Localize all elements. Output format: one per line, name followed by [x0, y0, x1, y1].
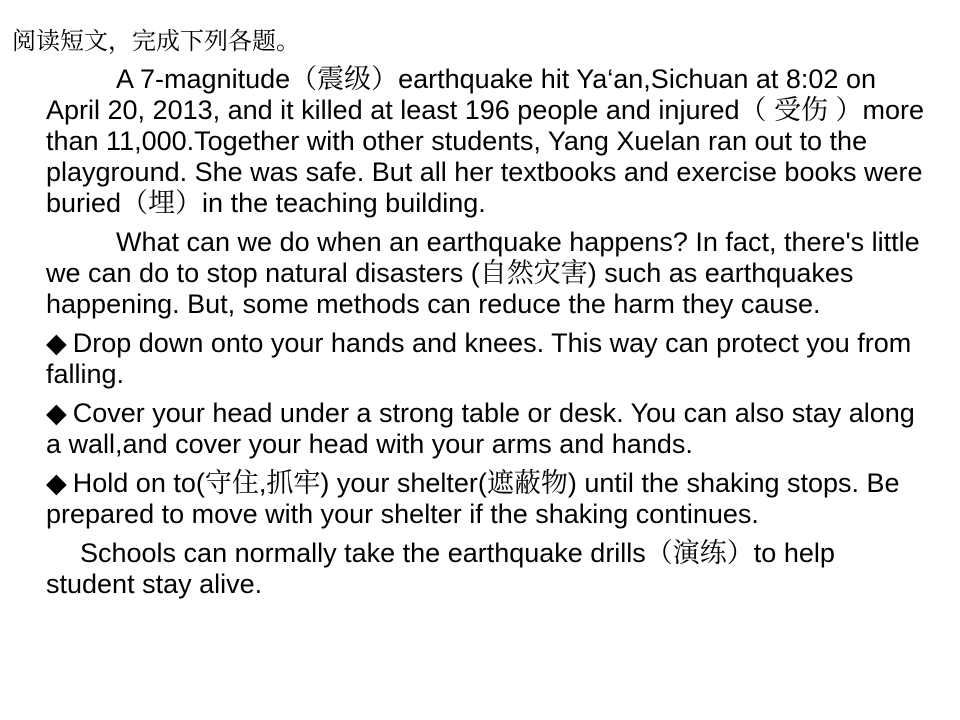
- diamond-bullet-icon: ◆: [46, 468, 67, 498]
- bullet-drop-down: [46, 328, 926, 390]
- bullet-text: Hold on to(守住,抓牢) your shelter(遮蔽物) until the shaking stops. Be prepared to move with your shelter if the shaking continues.: [46, 468, 900, 529]
- diamond-bullet-icon: ◆: [46, 328, 67, 358]
- paragraph-earthquake-report: A 7-magnitude（震级）earthquake hit Ya‘an,Sichuan at 8:02 on April 20, 2013, and it killed at least 196 people and injured（ 受伤 ）more than 11,000.Together with other students, Yang Xuelan ran out to the playground. She was safe. But all her textbooks and exercise books were buried（埋）in the teaching building.: [46, 64, 925, 218]
- paragraph-closing: Schools can normally take the earthquake drills（演练）to help student stay alive.: [46, 538, 835, 599]
- paragraph-what-can-we-do: What can we do when an earthquake happens? In fact, there's little we can do to stop natural disasters (自然灾害) such as earthquakes happening. But, some methods can reduce the harm they cause.: [46, 227, 920, 319]
- diamond-bullet-icon: ◆: [46, 398, 67, 428]
- bullet-text: Cover your head under a strong table or desk. You can also stay along a wall,and cover your head with your arms and hands.: [46, 398, 915, 459]
- instruction-heading: 阅读短文，完成下列各题。: [12, 27, 300, 55]
- bullet-hold-on: [46, 468, 926, 530]
- passage: [46, 64, 926, 608]
- bullet-cover-head: [46, 398, 926, 460]
- bullet-text: Drop down onto your hands and knees. This way can protect you from falling.: [46, 328, 912, 389]
